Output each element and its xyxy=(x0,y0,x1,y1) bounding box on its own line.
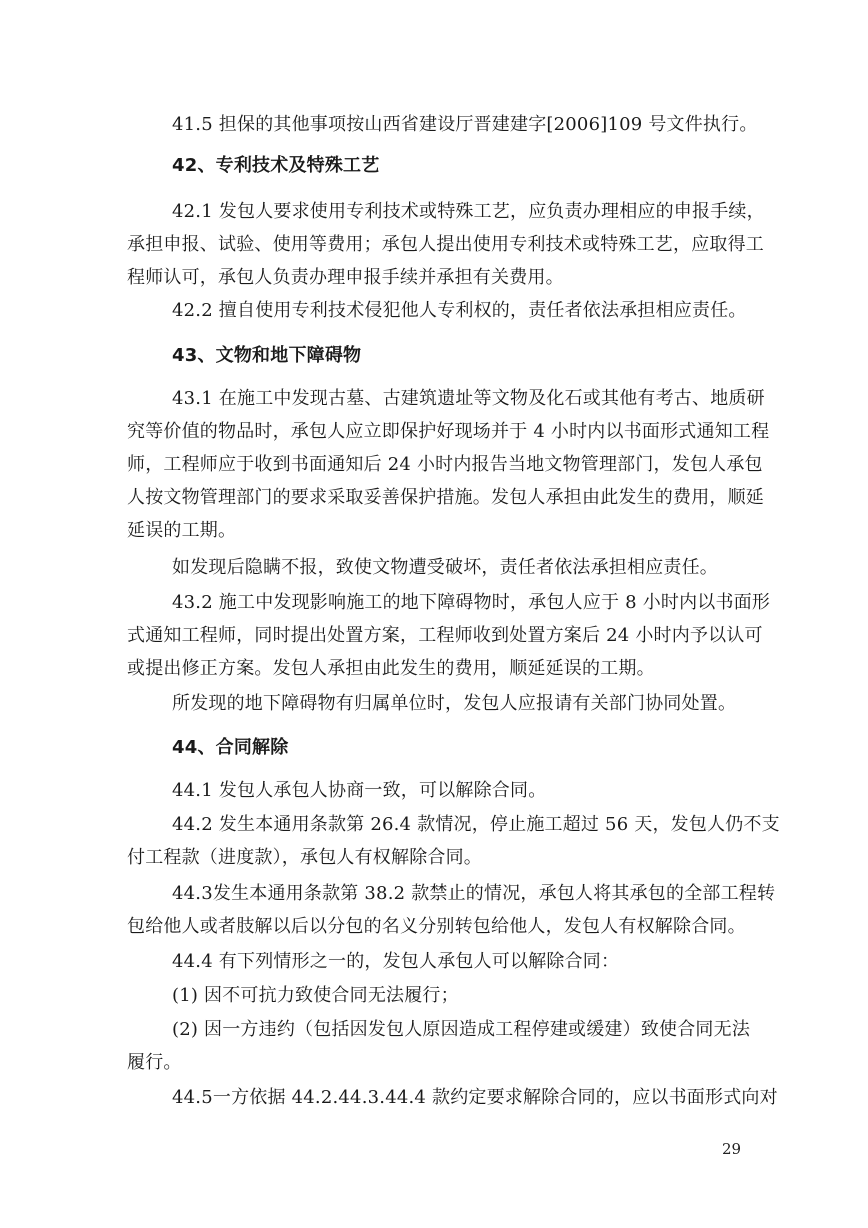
paragraph-line: 42.2 擅自使用专利技术侵犯他人专利权的，责任者依法承担相应责任。 xyxy=(172,300,747,321)
page-number: 29 xyxy=(722,1140,742,1158)
paragraph-line: 44.1 发包人承包人协商一致，可以解除合同。 xyxy=(172,780,547,801)
section-heading: 43、文物和地下障碍物 xyxy=(172,345,362,366)
list-item: (2) 因一方违约（包括因发包人原因造成工程停建或缓建）致使合同无法 xyxy=(172,1019,751,1040)
paragraph-line: 44.3发生本通用条款第 38.2 款禁止的情况，承包人将其承包的全部工程转 xyxy=(172,883,776,904)
paragraph-line: 程师认可，承包人负责办理申报手续并承担有关费用。 xyxy=(127,267,564,288)
paragraph-line: 延误的工期。 xyxy=(127,520,237,541)
paragraph-line: 43.1 在施工中发现古墓、古建筑遗址等文物及化石或其他有考古、地质研 xyxy=(172,388,765,409)
paragraph-line: 究等价值的物品时，承包人应立即保护好现场并于 4 小时内以书面形式通知工程 xyxy=(127,421,770,442)
list-item: (1) 因不可抗力致使合同无法履行； xyxy=(172,985,459,1006)
paragraph-line: 44.2 发生本通用条款第 26.4 款情况，停止施工超过 56 天，发包人仍不支 xyxy=(172,814,780,835)
paragraph-line: 43.2 施工中发现影响施工的地下障碍物时，承包人应于 8 小时内以书面形 xyxy=(172,592,771,613)
paragraph-line: 师，工程师应于收到书面通知后 24 小时内报告当地文物管理部门，发包人承包 xyxy=(127,454,763,475)
section-heading: 42、专利技术及特殊工艺 xyxy=(172,155,380,176)
paragraph-line: 式通知工程师，同时提出处置方案，工程师收到处置方案后 24 小时内予以认可 xyxy=(127,625,763,646)
section-heading: 44、合同解除 xyxy=(172,737,289,758)
paragraph-line: 付工程款（进度款），承包人有权解除合同。 xyxy=(127,847,482,868)
paragraph-line: 承担申报、试验、使用等费用；承包人提出使用专利技术或特殊工艺，应取得工 xyxy=(127,234,764,255)
paragraph-line: 包给他人或者肢解以后以分包的名义分别转包给他人，发包人有权解除合同。 xyxy=(127,916,746,937)
paragraph-line: 44.5一方依据 44.2.44.3.44.4 款约定要求解除合同的，应以书面形式向对 xyxy=(172,1087,778,1108)
paragraph-line: 所发现的地下障碍物有归属单位时，发包人应报请有关部门协同处置。 xyxy=(172,693,737,714)
paragraph-line: 履行。 xyxy=(127,1052,182,1073)
paragraph-line: 人按文物管理部门的要求采取妥善保护措施。发包人承担由此发生的费用，顺延 xyxy=(127,487,764,508)
paragraph-line: 44.4 有下列情形之一的，发包人承包人可以解除合同： xyxy=(172,951,620,972)
paragraph-line: 41.5 担保的其他事项按山西省建设厅晋建建字[2006]109 号文件执行。 xyxy=(172,114,758,135)
paragraph-line: 42.1 发包人要求使用专利技术或特殊工艺，应负责办理相应的申报手续， xyxy=(172,201,765,222)
paragraph-line: 如发现后隐瞒不报，致使文物遭受破坏，责任者依法承担相应责任。 xyxy=(172,557,718,578)
paragraph-line: 或提出修正方案。发包人承担由此发生的费用，顺延延误的工期。 xyxy=(127,658,655,679)
